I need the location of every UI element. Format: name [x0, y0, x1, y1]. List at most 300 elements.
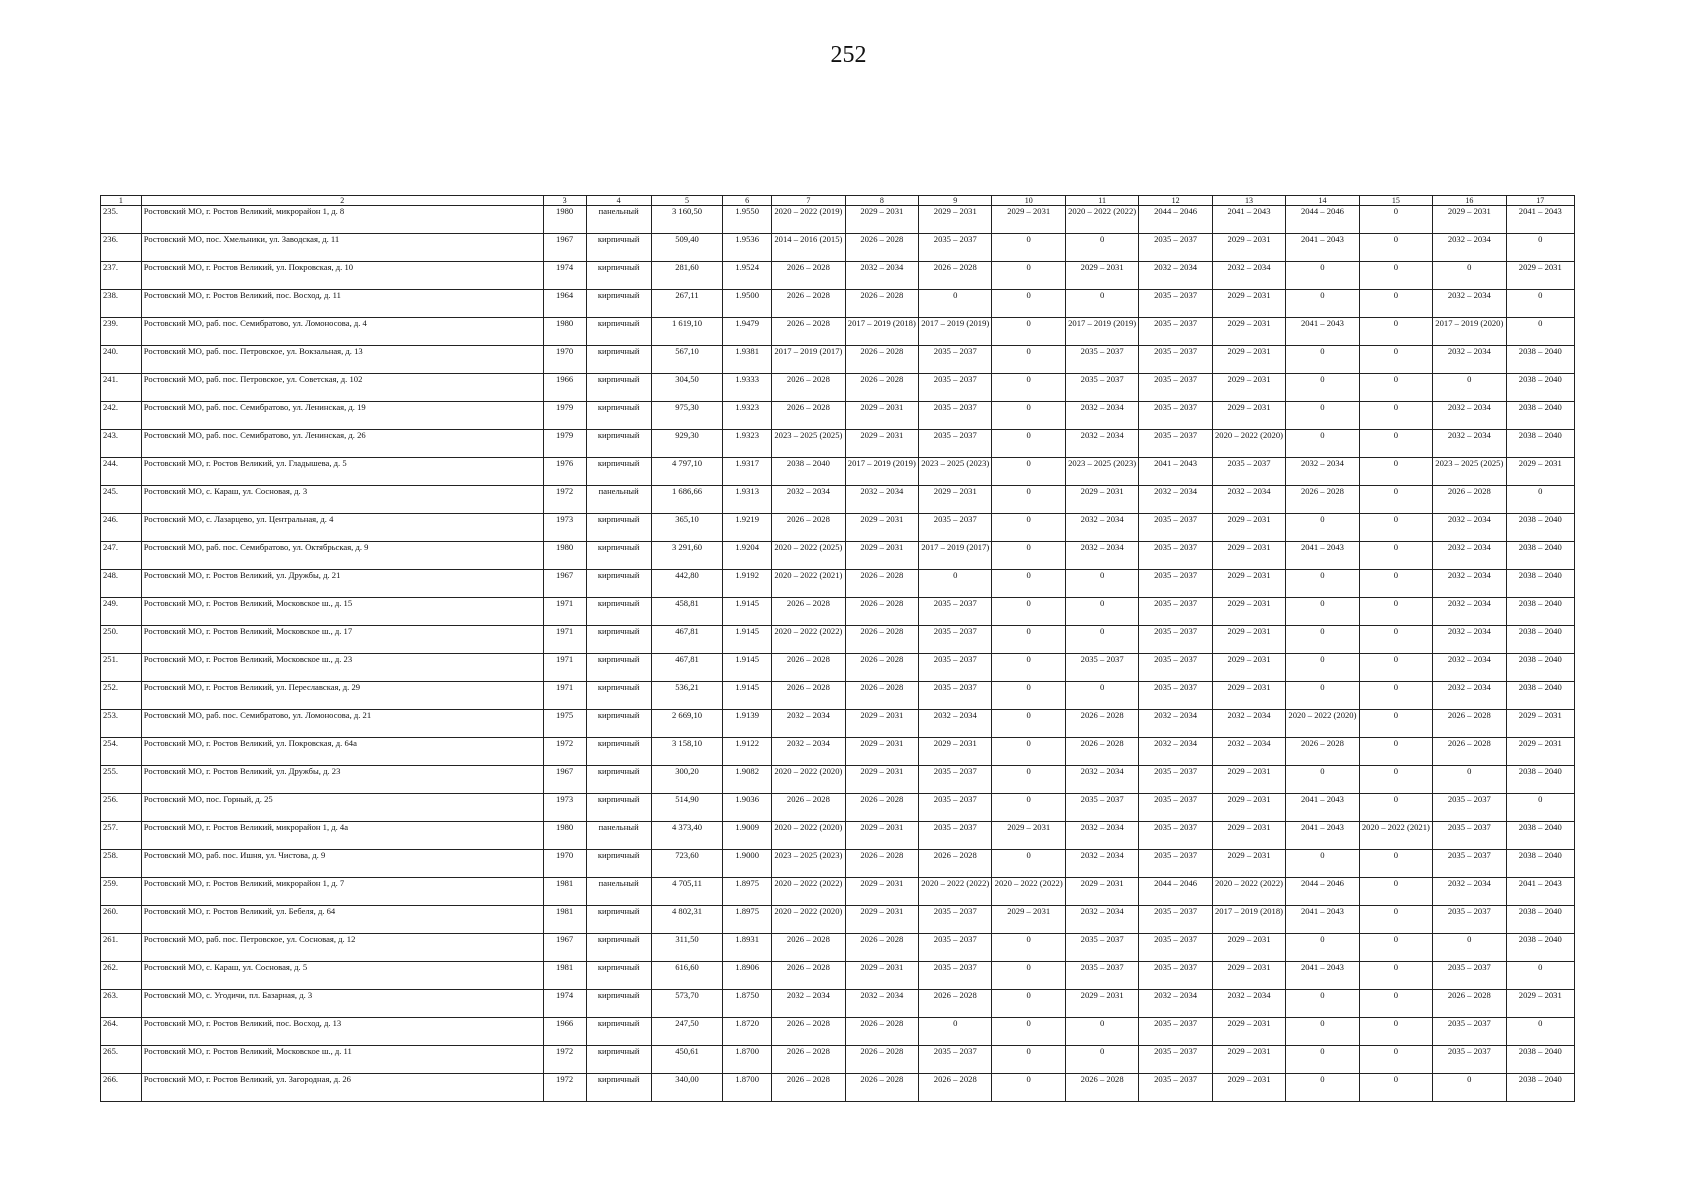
table-cell: 2026 – 2028: [772, 654, 845, 682]
table-cell: 0: [1286, 934, 1359, 962]
table-cell: кирпичный: [586, 906, 651, 934]
table-row: [101, 318, 1575, 346]
table-cell: 2035 – 2037: [919, 374, 992, 402]
table-cell: 3 291,60: [651, 542, 722, 570]
table-cell: 2029 – 2031: [1212, 934, 1285, 962]
table-cell: 2032 – 2034: [1212, 486, 1285, 514]
table-cell: 0: [1359, 906, 1432, 934]
table-cell: 2020 – 2022 (2022): [992, 878, 1065, 906]
table-cell: 1971: [543, 626, 586, 654]
table-cell: 239.: [101, 318, 142, 346]
table-cell: 0: [992, 738, 1065, 766]
table-cell: 0: [1359, 710, 1432, 738]
table-row: [101, 990, 1575, 1018]
table-cell: 2032 – 2034: [1433, 234, 1506, 262]
table-cell: 247,50: [651, 1018, 722, 1046]
table-cell: Ростовский МО, г. Ростов Великий, Московское ш., д. 15: [141, 598, 543, 626]
table-cell: 2026 – 2028: [772, 262, 845, 290]
table-cell: 2035 – 2037: [1139, 1074, 1212, 1102]
table-cell: Ростовский МО, г. Ростов Великий, пос. Восход, д. 13: [141, 1018, 543, 1046]
table-cell: 1980: [543, 318, 586, 346]
column-header-17: 17: [1506, 196, 1574, 206]
table-cell: 259.: [101, 878, 142, 906]
table-cell: 300,20: [651, 766, 722, 794]
table-cell: 2041 – 2043: [1286, 794, 1359, 822]
table-cell: Ростовский МО, с. Караш, ул. Сосновая, д. 3: [141, 486, 543, 514]
table-cell: 0: [992, 1046, 1065, 1074]
table-cell: 255.: [101, 766, 142, 794]
table-cell: 1972: [543, 1074, 586, 1102]
column-header-5: 5: [651, 196, 722, 206]
table-cell: Ростовский МО, г. Ростов Великий, микрорайон 1, д. 4а: [141, 822, 543, 850]
table-cell: 250.: [101, 626, 142, 654]
table-cell: 1.9333: [723, 374, 772, 402]
table-cell: 2029 – 2031: [1212, 822, 1285, 850]
table-cell: 2020 – 2022 (2022): [772, 626, 845, 654]
table-cell: 0: [1359, 626, 1432, 654]
column-header-9: 9: [919, 196, 992, 206]
table-cell: 2026 – 2028: [772, 402, 845, 430]
table-cell: 2032 – 2034: [1065, 430, 1138, 458]
table-cell: 458,81: [651, 598, 722, 626]
table-cell: Ростовский МО, с. Караш, ул. Сосновая, д. 5: [141, 962, 543, 990]
table-cell: 2032 – 2034: [1212, 710, 1285, 738]
table-cell: Ростовский МО, г. Ростов Великий, ул. Покровская, д. 64а: [141, 738, 543, 766]
table-cell: 0: [992, 318, 1065, 346]
table-cell: кирпичный: [586, 346, 651, 374]
table-cell: 0: [1286, 514, 1359, 542]
table-cell: 1 619,10: [651, 318, 722, 346]
table-cell: 2017 – 2019 (2019): [919, 318, 992, 346]
table-cell: 0: [1286, 654, 1359, 682]
table-cell: 2035 – 2037: [1139, 1046, 1212, 1074]
table-cell: 2029 – 2031: [1212, 850, 1285, 878]
table-cell: 0: [1433, 766, 1506, 794]
table-cell: кирпичный: [586, 570, 651, 598]
table-cell: 365,10: [651, 514, 722, 542]
table-cell: 2035 – 2037: [1139, 514, 1212, 542]
table-cell: 2026 – 2028: [772, 374, 845, 402]
table-cell: 2035 – 2037: [1139, 934, 1212, 962]
table-cell: 262.: [101, 962, 142, 990]
table-cell: 2035 – 2037: [1139, 766, 1212, 794]
table-cell: 2035 – 2037: [1433, 794, 1506, 822]
table-cell: кирпичный: [586, 374, 651, 402]
table-cell: Ростовский МО, г. Ростов Великий, ул. Гладышева, д. 5: [141, 458, 543, 486]
table-cell: 0: [992, 542, 1065, 570]
table-row: [101, 1074, 1575, 1102]
table-row: [101, 206, 1575, 234]
table-cell: 2035 – 2037: [1139, 570, 1212, 598]
table-row: [101, 430, 1575, 458]
table-cell: 2035 – 2037: [919, 1046, 992, 1074]
table-cell: 0: [1359, 990, 1432, 1018]
table-cell: 2029 – 2031: [992, 206, 1065, 234]
table-cell: 2032 – 2034: [1139, 738, 1212, 766]
table-cell: 1.9479: [723, 318, 772, 346]
table-cell: 2026 – 2028: [845, 234, 918, 262]
table-cell: 2038 – 2040: [1506, 570, 1574, 598]
table-cell: 1.9500: [723, 290, 772, 318]
table-cell: 2035 – 2037: [1139, 822, 1212, 850]
table-cell: 2029 – 2031: [1212, 374, 1285, 402]
table-cell: Ростовский МО, пос. Горный, д. 25: [141, 794, 543, 822]
table-cell: 2029 – 2031: [845, 906, 918, 934]
table-cell: 2035 – 2037: [1139, 906, 1212, 934]
table-cell: 1.9323: [723, 402, 772, 430]
table-cell: 0: [1359, 206, 1432, 234]
table-cell: 2029 – 2031: [1065, 878, 1138, 906]
table-cell: 311,50: [651, 934, 722, 962]
table-cell: 238.: [101, 290, 142, 318]
table-cell: 1974: [543, 262, 586, 290]
table-cell: Ростовский МО, г. Ростов Великий, ул. Покровская, д. 10: [141, 262, 543, 290]
table-cell: 0: [1359, 962, 1432, 990]
table-cell: 2035 – 2037: [919, 934, 992, 962]
table-cell: 2035 – 2037: [919, 654, 992, 682]
table-row: [101, 934, 1575, 962]
table-cell: 1973: [543, 514, 586, 542]
table-cell: 2032 – 2034: [1139, 990, 1212, 1018]
table-cell: 0: [1286, 598, 1359, 626]
table-cell: 0: [1065, 1046, 1138, 1074]
table-cell: 0: [1359, 878, 1432, 906]
table-cell: 0: [1359, 682, 1432, 710]
table-cell: 1971: [543, 654, 586, 682]
table-row: [101, 738, 1575, 766]
table-cell: 2038 – 2040: [1506, 374, 1574, 402]
table-cell: Ростовский МО, г. Ростов Великий, ул. Бебеля, д. 64: [141, 906, 543, 934]
column-header-11: 11: [1065, 196, 1138, 206]
column-header-1: 1: [101, 196, 142, 206]
table-cell: 0: [1359, 486, 1432, 514]
table-cell: 2032 – 2034: [1139, 710, 1212, 738]
column-header-4: 4: [586, 196, 651, 206]
table-header: [101, 196, 1575, 206]
table-cell: 0: [1286, 430, 1359, 458]
table-cell: 1.8750: [723, 990, 772, 1018]
table-cell: 265.: [101, 1046, 142, 1074]
table-cell: 514,90: [651, 794, 722, 822]
table-cell: кирпичный: [586, 514, 651, 542]
table-cell: 0: [1359, 458, 1432, 486]
table-cell: 0: [1359, 1046, 1432, 1074]
table-row: [101, 514, 1575, 542]
table-cell: 1981: [543, 962, 586, 990]
column-header-12: 12: [1139, 196, 1212, 206]
table-row: [101, 346, 1575, 374]
table-cell: 0: [1359, 794, 1432, 822]
table-cell: 264.: [101, 1018, 142, 1046]
table-cell: 1967: [543, 934, 586, 962]
table-cell: 509,40: [651, 234, 722, 262]
table-cell: 243.: [101, 430, 142, 458]
table-cell: 2029 – 2031: [845, 206, 918, 234]
table-cell: панельный: [586, 822, 651, 850]
table-cell: 0: [1359, 654, 1432, 682]
table-cell: Ростовский МО, г. Ростов Великий, Московское ш., д. 11: [141, 1046, 543, 1074]
table-cell: 2026 – 2028: [845, 598, 918, 626]
table-cell: 266.: [101, 1074, 142, 1102]
table-cell: 2044 – 2046: [1286, 878, 1359, 906]
table-cell: 2035 – 2037: [919, 794, 992, 822]
table-cell: 2020 – 2022 (2019): [772, 206, 845, 234]
table-cell: 2020 – 2022 (2020): [1212, 430, 1285, 458]
table-cell: 2029 – 2031: [1212, 598, 1285, 626]
table-cell: 0: [992, 654, 1065, 682]
table-cell: 2032 – 2034: [772, 486, 845, 514]
table-cell: 0: [1286, 402, 1359, 430]
table-cell: 4 797,10: [651, 458, 722, 486]
table-cell: 2032 – 2034: [1433, 654, 1506, 682]
table-cell: 2029 – 2031: [845, 710, 918, 738]
table-cell: Ростовский МО, раб. пос. Семибратово, ул. Октябрьская, д. 9: [141, 542, 543, 570]
table-cell: 0: [992, 374, 1065, 402]
table-cell: 1.9323: [723, 430, 772, 458]
table-cell: 1.8700: [723, 1046, 772, 1074]
table-cell: 2029 – 2031: [1506, 990, 1574, 1018]
table-cell: 1.9313: [723, 486, 772, 514]
table-cell: 0: [1065, 1018, 1138, 1046]
table-cell: 573,70: [651, 990, 722, 1018]
table-cell: Ростовский МО, г. Ростов Великий, ул. Дружбы, д. 23: [141, 766, 543, 794]
table-cell: 0: [1506, 290, 1574, 318]
table-cell: 0: [992, 262, 1065, 290]
table-cell: 1.9204: [723, 542, 772, 570]
table-cell: 1.9009: [723, 822, 772, 850]
table-cell: 256.: [101, 794, 142, 822]
table-cell: 2020 – 2022 (2020): [772, 906, 845, 934]
table-cell: 1967: [543, 234, 586, 262]
table-cell: 0: [919, 1018, 992, 1046]
table-cell: 2035 – 2037: [1139, 850, 1212, 878]
table-cell: 0: [1286, 682, 1359, 710]
table-cell: 2035 – 2037: [919, 626, 992, 654]
table-cell: 0: [992, 514, 1065, 542]
table-cell: 2014 – 2016 (2015): [772, 234, 845, 262]
table-cell: 1.9192: [723, 570, 772, 598]
table-cell: Ростовский МО, раб. пос. Ишня, ул. Чистова, д. 9: [141, 850, 543, 878]
table-cell: 1971: [543, 598, 586, 626]
table-cell: 0: [992, 990, 1065, 1018]
table-cell: 0: [1286, 1074, 1359, 1102]
table-cell: 2026 – 2028: [845, 1074, 918, 1102]
table-cell: 245.: [101, 486, 142, 514]
table-cell: 257.: [101, 822, 142, 850]
table-cell: 2038 – 2040: [1506, 626, 1574, 654]
table-cell: 1.9381: [723, 346, 772, 374]
table-cell: Ростовский МО, г. Ростов Великий, ул. Дружбы, д. 21: [141, 570, 543, 598]
table-cell: 2035 – 2037: [1065, 962, 1138, 990]
table-cell: 2020 – 2022 (2020): [772, 766, 845, 794]
table-cell: 2029 – 2031: [1212, 290, 1285, 318]
table-cell: 2017 – 2019 (2018): [1212, 906, 1285, 934]
table-cell: 0: [1433, 374, 1506, 402]
table-cell: 2026 – 2028: [845, 374, 918, 402]
table-cell: 2035 – 2037: [1433, 906, 1506, 934]
table-cell: 0: [1506, 318, 1574, 346]
column-header-15: 15: [1359, 196, 1432, 206]
table-cell: 1.9524: [723, 262, 772, 290]
table-cell: 2029 – 2031: [1212, 542, 1285, 570]
table-cell: 0: [1359, 262, 1432, 290]
table-cell: 0: [992, 458, 1065, 486]
table-cell: кирпичный: [586, 430, 651, 458]
table-cell: 2026 – 2028: [845, 682, 918, 710]
table-row: [101, 654, 1575, 682]
table-cell: 2032 – 2034: [1433, 542, 1506, 570]
table-cell: 2035 – 2037: [1139, 234, 1212, 262]
table-cell: кирпичный: [586, 1046, 651, 1074]
table-cell: кирпичный: [586, 990, 651, 1018]
table-row: [101, 570, 1575, 598]
table-cell: кирпичный: [586, 850, 651, 878]
table-cell: Ростовский МО, г. Ростов Великий, Московское ш., д. 23: [141, 654, 543, 682]
table-cell: 241.: [101, 374, 142, 402]
table-row: [101, 402, 1575, 430]
table-cell: 3 160,50: [651, 206, 722, 234]
table-row: [101, 1046, 1575, 1074]
table-cell: 2038 – 2040: [1506, 766, 1574, 794]
table-cell: кирпичный: [586, 542, 651, 570]
table-row: [101, 626, 1575, 654]
table-row: [101, 234, 1575, 262]
table-cell: 2026 – 2028: [1065, 710, 1138, 738]
table-cell: 2029 – 2031: [1212, 514, 1285, 542]
table-cell: 0: [1359, 318, 1432, 346]
table-cell: 2035 – 2037: [1139, 542, 1212, 570]
column-header-14: 14: [1286, 196, 1359, 206]
table-cell: 0: [1433, 1074, 1506, 1102]
table-cell: кирпичный: [586, 458, 651, 486]
table-cell: 0: [992, 598, 1065, 626]
table-cell: 2035 – 2037: [1433, 962, 1506, 990]
table-cell: 261.: [101, 934, 142, 962]
table-row: [101, 794, 1575, 822]
table-cell: 1.9317: [723, 458, 772, 486]
table-cell: 2026 – 2028: [772, 514, 845, 542]
table-cell: 2035 – 2037: [919, 906, 992, 934]
table-cell: 254.: [101, 738, 142, 766]
table-cell: Ростовский МО, раб. пос. Семибратово, ул. Ломоносова, д. 4: [141, 318, 543, 346]
table-cell: 1966: [543, 1018, 586, 1046]
table-row: [101, 1018, 1575, 1046]
table-cell: кирпичный: [586, 654, 651, 682]
table-cell: 2035 – 2037: [1139, 1018, 1212, 1046]
table-cell: 0: [1359, 430, 1432, 458]
table-cell: 3 158,10: [651, 738, 722, 766]
table-cell: 0: [1359, 234, 1432, 262]
table-cell: кирпичный: [586, 766, 651, 794]
table-cell: 1973: [543, 794, 586, 822]
table-cell: 2038 – 2040: [1506, 514, 1574, 542]
table-cell: 2032 – 2034: [1065, 766, 1138, 794]
table-cell: 2026 – 2028: [772, 1074, 845, 1102]
table-cell: 2035 – 2037: [1139, 346, 1212, 374]
table-cell: 0: [992, 934, 1065, 962]
table-cell: 0: [992, 710, 1065, 738]
table-cell: 2029 – 2031: [919, 738, 992, 766]
table-cell: 2026 – 2028: [845, 654, 918, 682]
table-cell: 1972: [543, 486, 586, 514]
table-row: [101, 710, 1575, 738]
table-cell: 0: [1286, 766, 1359, 794]
table-cell: кирпичный: [586, 318, 651, 346]
table-cell: кирпичный: [586, 1074, 651, 1102]
table-cell: 0: [1359, 850, 1432, 878]
table-cell: Ростовский МО, г. Ростов Великий, микрорайон 1, д. 8: [141, 206, 543, 234]
table-cell: 2026 – 2028: [845, 346, 918, 374]
table-cell: 2029 – 2031: [1065, 262, 1138, 290]
table-cell: 2038 – 2040: [1506, 402, 1574, 430]
table-cell: 2038 – 2040: [1506, 654, 1574, 682]
table-cell: 1979: [543, 402, 586, 430]
table-cell: 0: [992, 290, 1065, 318]
table-cell: 2035 – 2037: [919, 430, 992, 458]
table-cell: 2041 – 2043: [1506, 206, 1574, 234]
column-header-10: 10: [992, 196, 1065, 206]
table-cell: Ростовский МО, г. Ростов Великий, пос. Восход, д. 11: [141, 290, 543, 318]
table-cell: 0: [1506, 234, 1574, 262]
table-row: [101, 374, 1575, 402]
table-cell: 1.8975: [723, 906, 772, 934]
table-cell: Ростовский МО, г. Ростов Великий, ул. Загородная, д. 26: [141, 1074, 543, 1102]
table-cell: 1967: [543, 766, 586, 794]
table-cell: 2026 – 2028: [845, 1018, 918, 1046]
table-cell: 2035 – 2037: [1065, 794, 1138, 822]
table-cell: 2020 – 2022 (2020): [1286, 710, 1359, 738]
table-cell: 0: [1286, 570, 1359, 598]
table-cell: 2026 – 2028: [845, 570, 918, 598]
table-cell: кирпичный: [586, 598, 651, 626]
table-cell: 2041 – 2043: [1506, 878, 1574, 906]
table-cell: 1 686,66: [651, 486, 722, 514]
table-cell: 0: [1286, 374, 1359, 402]
table-cell: 2026 – 2028: [772, 794, 845, 822]
table-cell: 2029 – 2031: [1506, 738, 1574, 766]
table-cell: 0: [992, 486, 1065, 514]
table-cell: 1976: [543, 458, 586, 486]
table-cell: 2032 – 2034: [1065, 822, 1138, 850]
table-cell: 2017 – 2019 (2018): [845, 318, 918, 346]
table-cell: 0: [1065, 290, 1138, 318]
table-cell: 4 802,31: [651, 906, 722, 934]
table-cell: 0: [992, 626, 1065, 654]
table-row: [101, 766, 1575, 794]
table-cell: 2029 – 2031: [845, 514, 918, 542]
table-cell: 2026 – 2028: [772, 934, 845, 962]
table-cell: 2032 – 2034: [1433, 682, 1506, 710]
table-cell: 242.: [101, 402, 142, 430]
table-cell: 2029 – 2031: [845, 738, 918, 766]
table-cell: Ростовский МО, раб. пос. Петровское, ул. Советская, д. 102: [141, 374, 543, 402]
table-cell: 2029 – 2031: [1212, 1018, 1285, 1046]
table-cell: 2032 – 2034: [1433, 598, 1506, 626]
table-cell: 267,11: [651, 290, 722, 318]
table-cell: Ростовский МО, раб. пос. Семибратово, ул. Ломоносова, д. 21: [141, 710, 543, 738]
table-cell: 2017 – 2019 (2020): [1433, 318, 1506, 346]
table-cell: 1971: [543, 682, 586, 710]
table-cell: 0: [1286, 850, 1359, 878]
table-cell: 2035 – 2037: [1065, 654, 1138, 682]
table-cell: 2026 – 2028: [772, 318, 845, 346]
table-cell: 1.8931: [723, 934, 772, 962]
table-cell: 2035 – 2037: [1065, 934, 1138, 962]
table-cell: 1.9145: [723, 626, 772, 654]
table-cell: 2020 – 2022 (2022): [772, 878, 845, 906]
table-cell: 2026 – 2028: [845, 626, 918, 654]
table-cell: 2035 – 2037: [1139, 654, 1212, 682]
